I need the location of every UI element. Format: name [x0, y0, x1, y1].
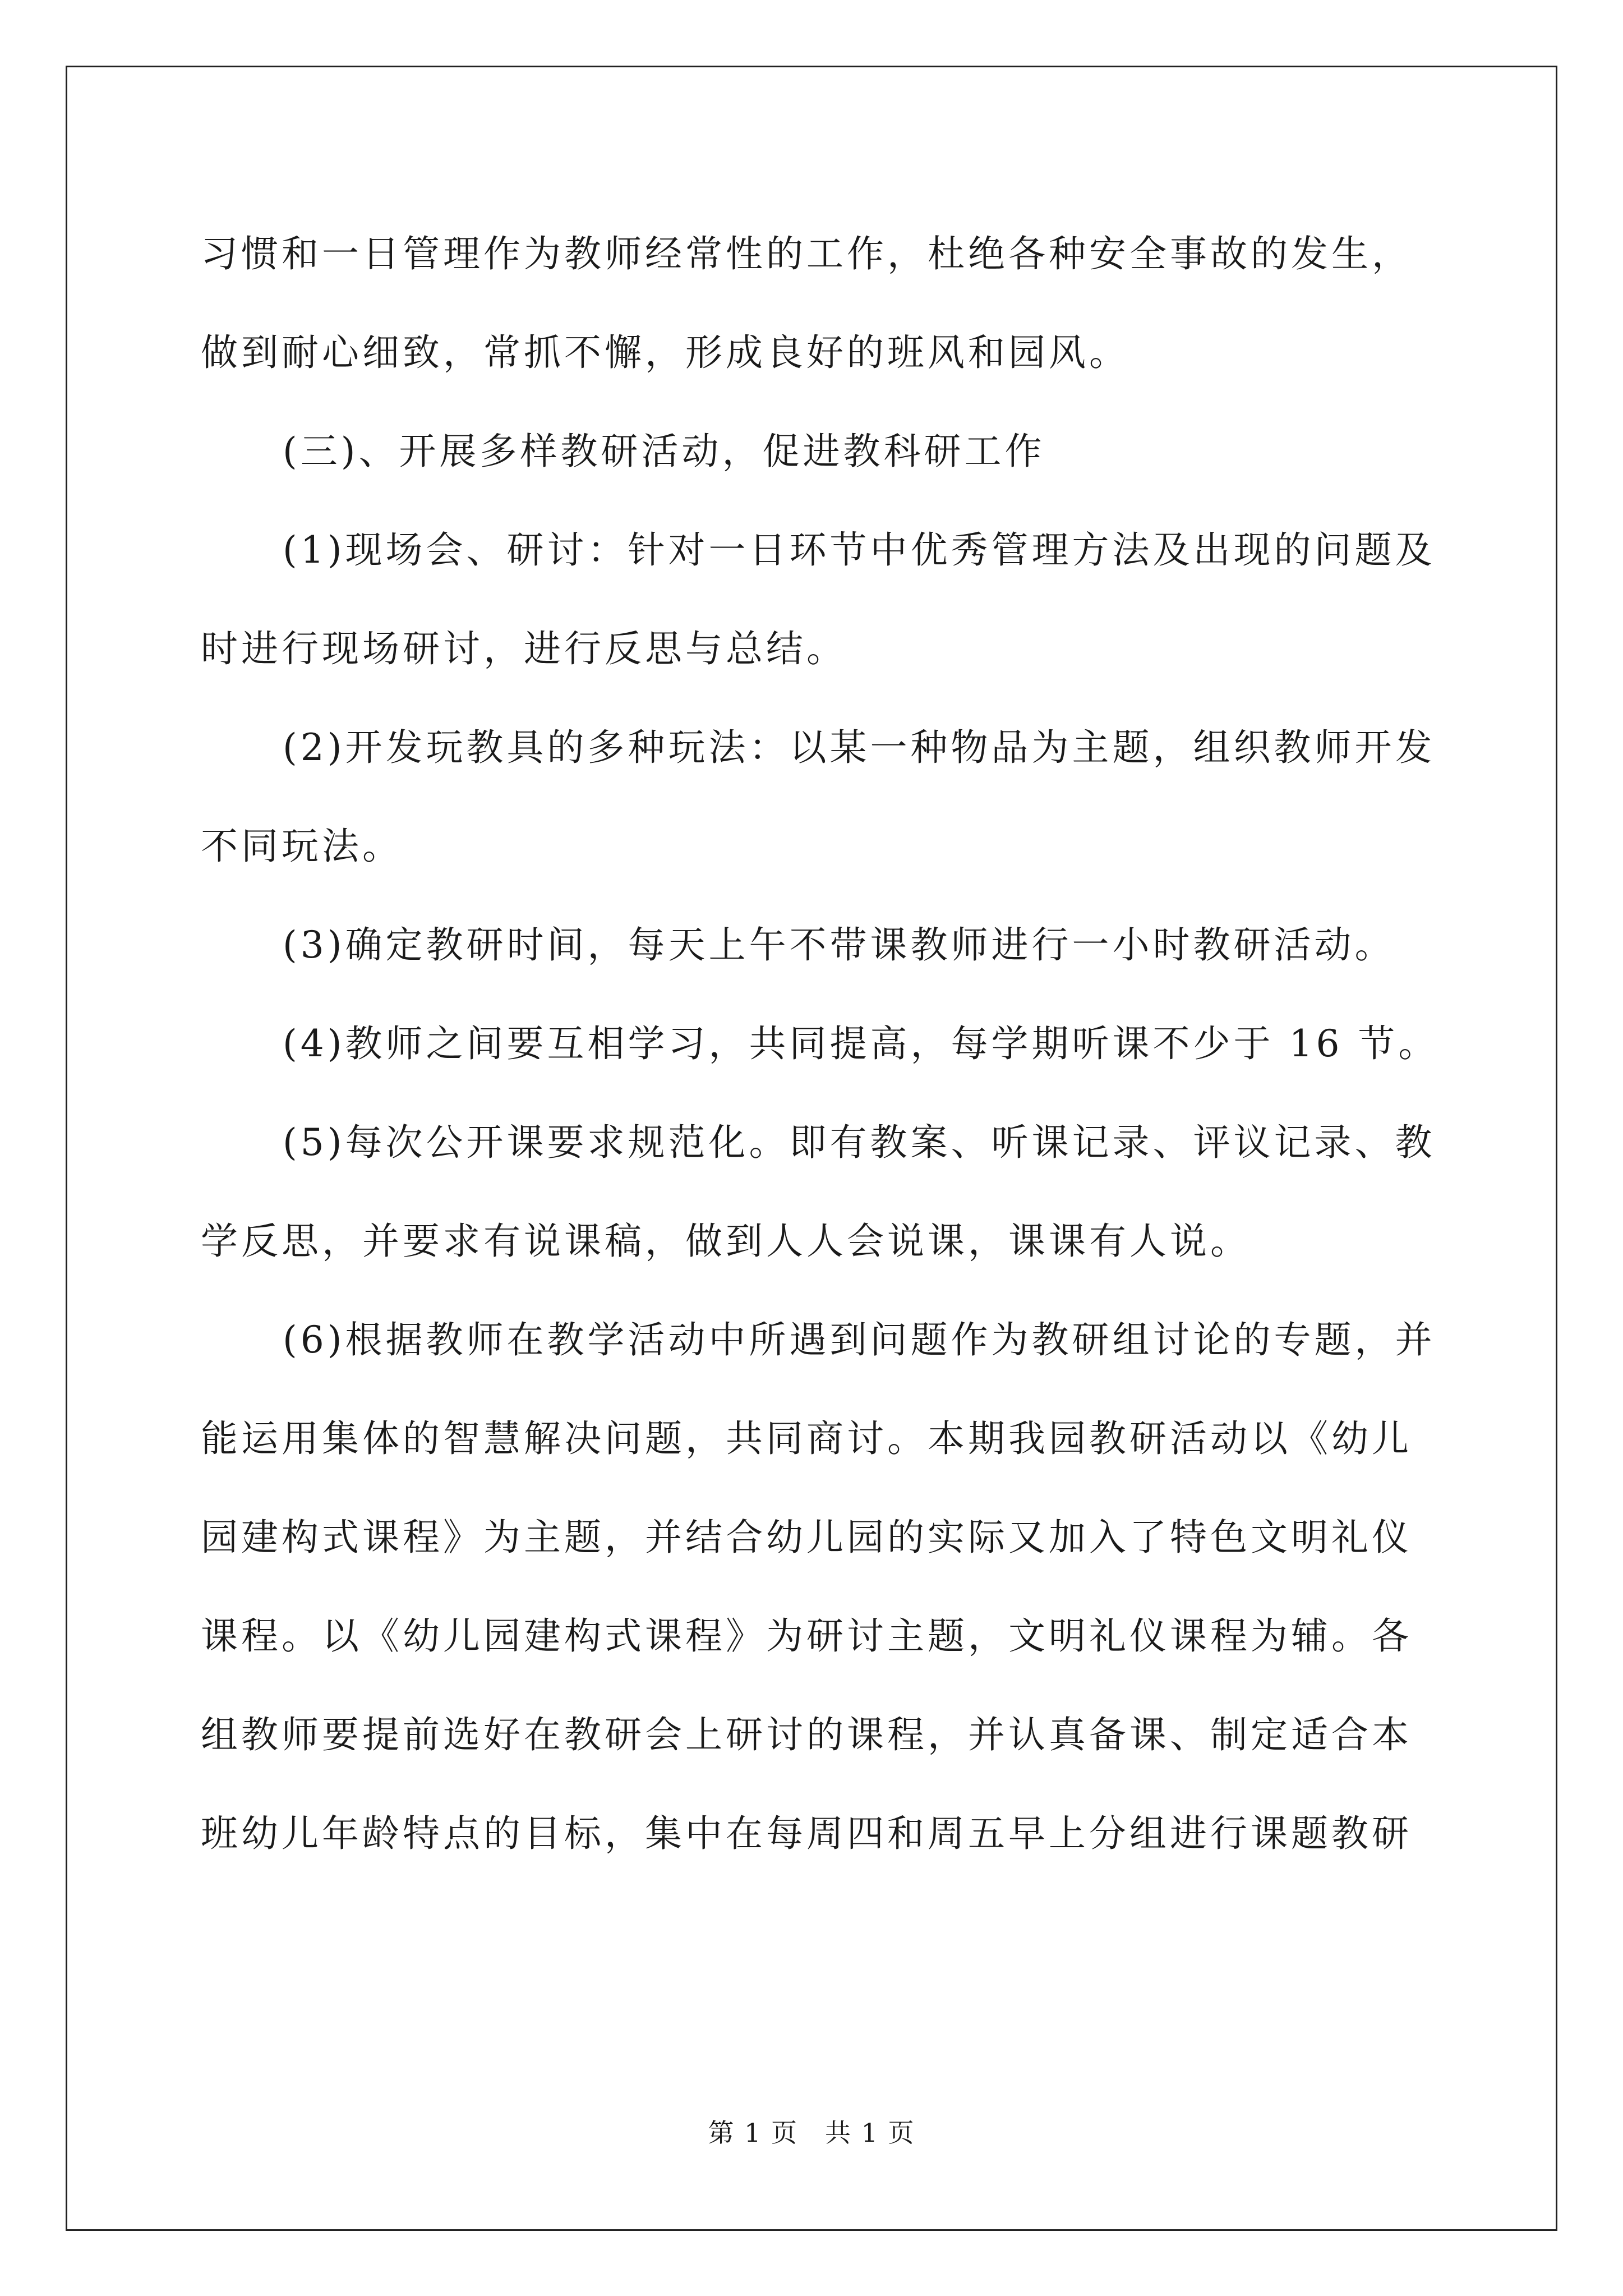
- text-line-10: (5)每次公开课要求规范化。即有教案、听课记录、评议记录、教: [283, 1121, 1436, 1164]
- text-line-6: (2)开发玩教具的多种玩法：以某一种物品为主题，组织教师开发: [283, 726, 1436, 769]
- text-line-8: (3)确定教研时间，每天上午不带课教师进行一小时教研活动。: [283, 923, 1395, 967]
- text-line-9: (4)教师之间要互相学习，共同提高，每学期听课不少于 16 节。: [283, 1022, 1439, 1065]
- text-line-4: (1)现场会、研讨：针对一日环节中优秀管理方法及出现的问题及: [283, 528, 1436, 572]
- text-line-1: 习惯和一日管理作为教师经常性的工作，杜绝各种安全事故的发生，: [201, 232, 1412, 275]
- text-line-16: 组教师要提前选好在教研会上研讨的课程，并认真备课、制定适合本: [201, 1713, 1412, 1756]
- text-line-2: 做到耐心细致，常抓不懈，形成良好的班风和园风。: [201, 331, 1129, 374]
- text-line-11: 学反思，并要求有说课稿，做到人人会说课，课课有人说。: [201, 1220, 1251, 1263]
- text-line-5: 时进行现场研讨，进行反思与总结。: [201, 627, 847, 670]
- document-body: [201, 205, 1439, 1883]
- section-heading: (三)、开展多样教研活动，促进教科研工作: [283, 430, 1045, 473]
- page-footer: 第 1 页 共 1 页: [708, 2118, 915, 2148]
- text-line-17: 班幼儿年龄特点的目标，集中在每周四和周五早上分组进行课题教研: [201, 1812, 1412, 1855]
- text-line-12: (6)根据教师在教学活动中所遇到问题作为教研组讨论的专题，并: [283, 1318, 1436, 1361]
- text-line-13: 能运用集体的智慧解决问题，共同商讨。本期我园教研活动以《幼儿: [201, 1417, 1412, 1460]
- text-line-15: 课程。以《幼儿园建构式课程》为研讨主题，文明礼仪课程为辅。各: [201, 1614, 1412, 1658]
- text-line-7: 不同玩法。: [201, 825, 403, 868]
- text-line-14: 园建构式课程》为主题，并结合幼儿园的实际又加入了特色文明礼仪: [201, 1516, 1412, 1559]
